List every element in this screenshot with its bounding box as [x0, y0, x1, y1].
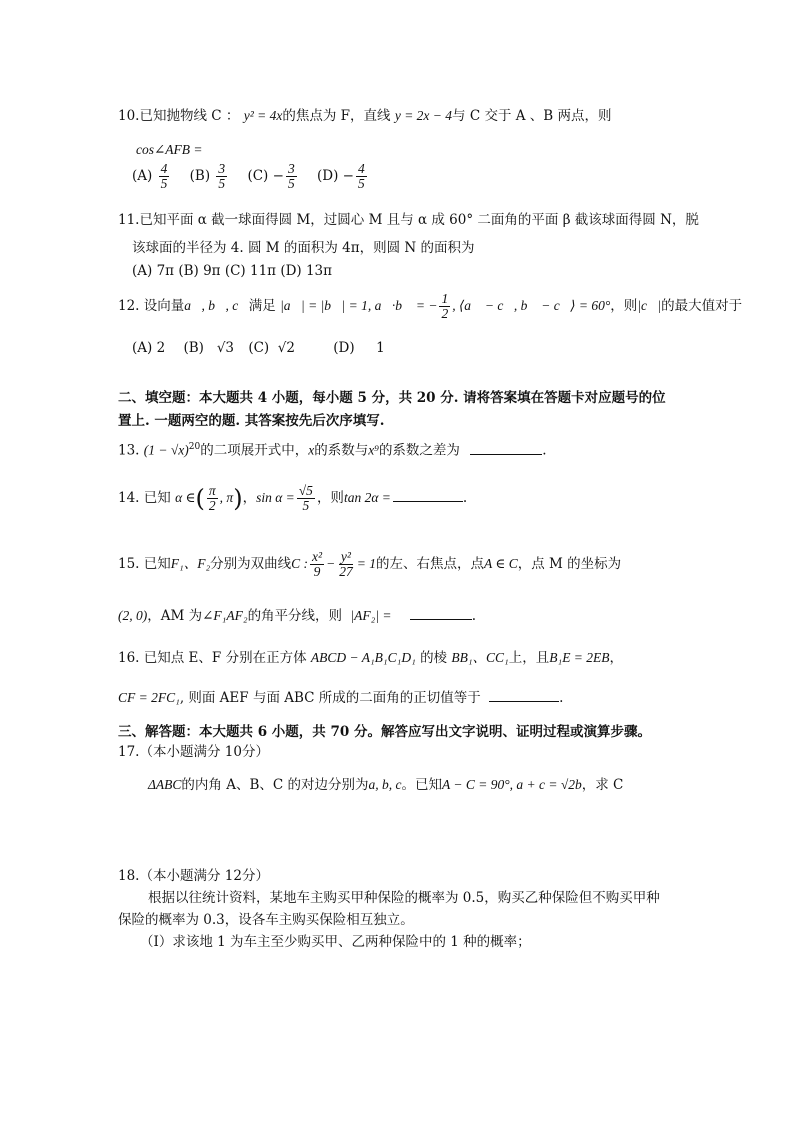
- q18-line1: 根据以往统计资料，某地车主购买甲种保险的概率为 0.5，购买乙种保险但不购买甲种: [148, 890, 660, 906]
- q10-option-c: (C) − $\frac{3}{5}$: [247, 161, 295, 192]
- q16-line1: 16. 已知点 E、F 分别在正方体 ABCD − A₁B₁C₁D₁ 的棱 BB₁、CC₁上，且B₁E = 2EB，: [118, 650, 624, 666]
- q12-option-a: (A) 2: [132, 340, 166, 356]
- q12-option-d: (D) 1: [333, 340, 385, 356]
- q10-options: [132, 162, 369, 191]
- q10-question: cos∠AFB =: [136, 142, 203, 157]
- section2-heading-line2: 置上. 一题两空的题. 其答案按先后次序填写.: [118, 413, 385, 429]
- q11-line1: 11.已知平面 α 截一球面得圆 M，过圆心 M 且与 α 成 60° 二面角的平面 β 截该球面得圆 N，脱: [118, 212, 699, 228]
- q12-option-b: (B) √3: [183, 340, 235, 356]
- q10-option-a: (A) $\frac{4}{5}$: [132, 161, 168, 192]
- q16-line2: CF = 2FC₁, 则面 AEF 与面 ABC 所成的二面角的正切值等于 .: [118, 690, 564, 706]
- q10-option-b: (B) $\frac{3}{5}$: [189, 161, 226, 192]
- q14-line: 14. 已知 α ∈( $\frac{\pi}{2}$ , π)，sin α = $\frac{√5}{5}$ ，则tan 2α = .: [118, 483, 468, 514]
- q18-line2: 保险的概率为 0.3，设各车主购买保险相互独立。: [118, 912, 414, 928]
- q13-answer-blank[interactable]: [470, 454, 542, 455]
- q13-line: 13. $(1 - √x)^{20}$的二项展开式中，x的系数与x⁹的系数之差为 .: [118, 442, 547, 459]
- q15-line1: 15. 已知F₁、F₂分别为双曲线C : $\frac{\text{x²}}{9}$ − $\frac{\text{y²}}{27}$ = 1的左、右焦点，点A ∈ C，点 M 的坐标为: [118, 549, 622, 580]
- q10-line1: 10.已知抛物线 C ： y² = 4x的焦点为 F，直线 y = 2x − 4与 C 交于 A 、B 两点，则: [118, 108, 612, 124]
- q11-line2: 该球面的半径为 4. 圆 M 的面积为 4π，则圆 N 的面积为: [132, 240, 475, 256]
- section3-heading: 三、解答题：本大题共 6 小题，共 70 分。解答应写出文字说明、证明过程或演算步骤。: [118, 724, 651, 740]
- q12-option-c: (C) √2: [248, 340, 295, 356]
- q14-answer-blank[interactable]: [393, 501, 463, 502]
- q17-body: ΔABC的内角 A、B、C 的对边分别为a, b, c。已知A − C = 90°, a + c = √2b，求 C: [148, 777, 624, 793]
- q12-line: 12. 设向量a⃗, b⃗, c⃗满足 |a⃗| = |b⃗| = 1, a⃗·b⃗ = − $\frac{1}{2}$ , ⟨a⃗ − c⃗, b⃗ − c⃗⟩ = 60°，则|c⃗|的最大值对于: [118, 291, 743, 322]
- q12-options: [132, 340, 385, 356]
- q15-line2: (2, 0)，AM 为∠F₁AF₂的角平分线，则 |AF₂| = .: [118, 608, 477, 624]
- q10-option-d: (D) − $\frac{4}{5}$: [316, 161, 365, 192]
- q18-title: 18.（本小题满分 12分）: [118, 868, 269, 884]
- section2-heading-line1: 二、填空题：本大题共 4 小题，每小题 5 分，共 20 分. 请将答案填在答题卡对应题号的位: [118, 390, 666, 406]
- q18-part1: （Ⅰ）求该地 1 为车主至少购买甲、乙两种保险中的 1 种的概率；: [140, 934, 531, 950]
- q17-title: 17.（本小题满分 10分）: [118, 744, 269, 760]
- q16-answer-blank[interactable]: [489, 701, 559, 702]
- q11-options: (A) 7π (B) 9π (C) 11π (D) 13π: [132, 263, 333, 279]
- q15-answer-blank[interactable]: [410, 619, 472, 620]
